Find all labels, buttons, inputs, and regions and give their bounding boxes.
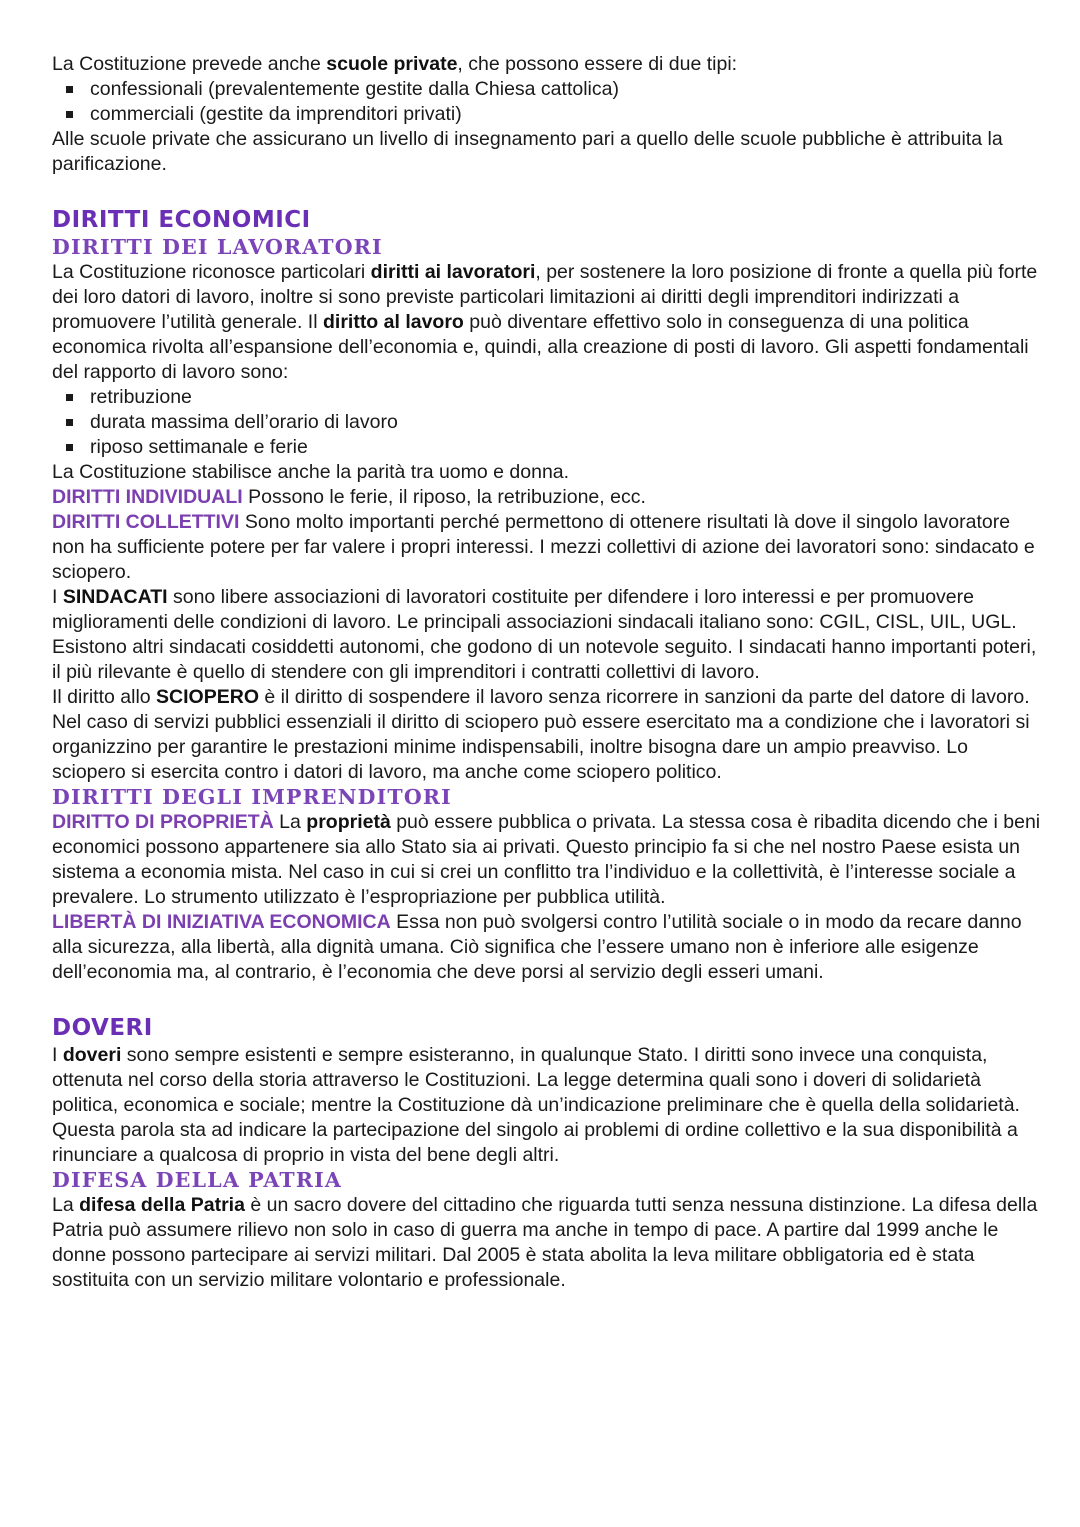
lavoratori-paragraph: La Costituzione riconosce particolari diritti ai lavoratori, per sostenere la loro posizione di fronte a quella più forte dei loro datori di lavoro, inoltre si sono previste particolari limitazioni ai diritti degli imprenditori indirizzati a promuovere l’utilità generale. Il diritto al lavoro può diventare effettivo solo in conseguenza di una politica economica rivolta all’espansione dell’economia e, quindi, alla creazione di posti di lavoro. Gli aspetti fondamentali del rapporto di lavoro sono: <box>52 261 1038 383</box>
subsection-title-diritti-imprenditori: DIRITTI DEGLI IMPRENDITORI <box>52 785 452 809</box>
parificazione-paragraph: Alle scuole private che assicurano un livello di insegnamento pari a quello delle scuole pubbliche è attribuita la parificazione. <box>52 128 1003 175</box>
private-school-types-list <box>52 77 1042 127</box>
liberta-iniziativa-label: LIBERTÀ DI INIZIATIVA ECONOMICA <box>52 911 391 933</box>
list-item: durata massima dell’orario di lavoro <box>66 410 1042 435</box>
intro-paragraph: La Costituzione prevede anche scuole private, che possono essere di due tipi: <box>52 53 738 75</box>
section-title-doveri: DOVERI <box>52 1015 153 1041</box>
subsection-title-difesa-patria: DIFESA DELLA PATRIA <box>52 1168 342 1192</box>
diritti-individuali-label: DIRITTI INDIVIDUALI <box>52 486 243 508</box>
list-item: commerciali (gestite da imprenditori privati) <box>66 102 1042 127</box>
scuole-private-term: scuole private <box>326 53 458 75</box>
sciopero-paragraph: Il diritto allo SCIOPERO è il diritto di sospendere il lavoro senza ricorrere in sanzioni da parte del datore di lavoro. Nel caso di servizi pubblici essenziali il diritto di sciopero può essere esercitato ma a condizione che i lavoratori si organizzino per garantire le prestazioni minime indispensabili, inoltre bisogna dare un ampio preavviso. Lo sciopero si esercita contro i datori di lavoro, ma anche come sciopero politico. <box>52 686 1030 783</box>
list-item: retribuzione <box>66 385 1042 410</box>
rapporto-lavoro-list <box>52 385 1042 460</box>
difesa-patria-paragraph: La difesa della Patria è un sacro dovere del cittadino che riguarda tutti senza nessuna distinzione. La difesa della Patria può assumere rilievo non solo in caso di guerra ma anche in tempo di pace. A partire dal 1999 anche le donne possono partecipare ai servizi militari. Dal 2005 è stata abolita la leva militare obbligatoria ed è stata sostituita con un servizio militare volontario e professionale. <box>52 1194 1038 1291</box>
document-page <box>52 52 1042 1293</box>
list-item: confessionali (prevalentemente gestite dalla Chiesa cattolica) <box>66 77 1042 102</box>
diritti-collettivi-paragraph: DIRITTI COLLETTIVI Sono molto importanti perché permettono di ottenere risultati là dove il singolo lavoratore non ha sufficiente potere per far valere i propri interessi. I mezzi collettivi di azione dei lavoratori sono: sindacato e sciopero. <box>52 511 1035 583</box>
proprieta-paragraph: DIRITTO DI PROPRIETÀ La proprietà può essere pubblica o privata. La stessa cosa è ribadita dicendo che i beni economici possono appartenere sia allo Stato sia ai privati. Questo principio fa si che nel nostro Paese esista un sistema a economia mista. Nel caso in cui si crei un conflitto tra l’individuo e la collettività, è l’interesse sociale a prevalere. Lo strumento utilizzato è l’espropriazione per pubblica utilità. <box>52 811 1041 908</box>
liberta-iniziativa-paragraph: LIBERTÀ DI INIZIATIVA ECONOMICA Essa non può svolgersi contro l’utilità sociale o in modo da recare danno alla sicurezza, alla libertà, alla dignità umana. Ciò significa che l’essere umano non è inferiore alle esigenze dell’economia ma, al contrario, è l’economia che deve porsi al servizio degli esseri umani. <box>52 911 1022 983</box>
subsection-title-diritti-lavoratori: DIRITTI DEI LAVORATORI <box>52 235 383 259</box>
doveri-paragraph: I doveri sono sempre esistenti e sempre esisteranno, in qualunque Stato. I diritti sono invece una conquista, ottenuta nel corso della storia attraverso le Costituzioni. La legge determina quali sono i doveri di solidarietà politica, economica e sociale; mentre la Costituzione dà un’indicazione preliminare che è quella della solidarietà. Questa parola sta ad indicare la partecipazione del singolo ai problemi di ordine collettivo e la sua disponibilità a rinunciare a qualcosa di proprio in vista del bene degli altri. <box>52 1044 1020 1166</box>
list-item: riposo settimanale e ferie <box>66 435 1042 460</box>
diritto-proprieta-label: DIRITTO DI PROPRIETÀ <box>52 811 274 833</box>
diritti-individuali-paragraph: DIRITTI INDIVIDUALI Possono le ferie, il riposo, la retribuzione, ecc. <box>52 486 646 508</box>
parita-paragraph: La Costituzione stabilisce anche la parità tra uomo e donna. <box>52 461 570 483</box>
section-title-diritti-economici: DIRITTI ECONOMICI <box>52 207 311 233</box>
sindacati-paragraph: I SINDACATI sono libere associazioni di lavoratori costituite per difendere i loro interessi e per promuovere miglioramenti delle condizioni di lavoro. Le principali associazioni sindacali italiano sono: CGIL, CISL, UIL, UGL. Esistono altri sindacati cosiddetti autonomi, che godono di un notevole seguito. I sindacati hanno importanti poteri, il più rilevante è quello di stendere con gli imprenditori i contratti collettivi di lavoro. <box>52 586 1037 683</box>
diritti-collettivi-label: DIRITTI COLLETTIVI <box>52 511 240 533</box>
